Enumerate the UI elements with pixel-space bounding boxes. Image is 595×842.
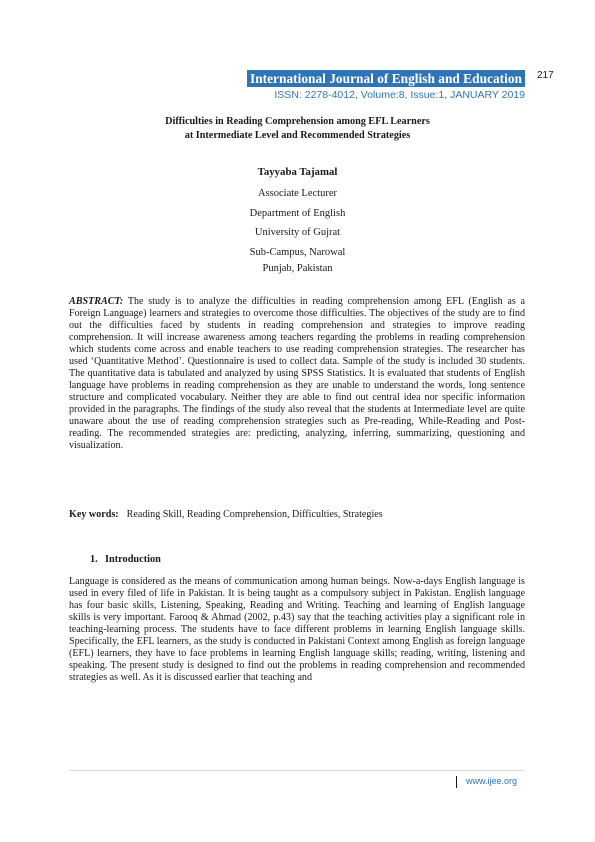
author-position: Associate Lecturer bbox=[257, 188, 337, 199]
paper-title-line-2: at Intermediate Level and Recommended Strategies bbox=[184, 130, 411, 141]
section-number: 1. bbox=[90, 554, 98, 565]
keywords-text: Reading Skill, Reading Comprehension, Difficulties, Strategies bbox=[126, 509, 383, 520]
section-heading-introduction bbox=[90, 554, 161, 565]
keywords-label: Key words: bbox=[69, 509, 119, 520]
paper-title bbox=[60, 115, 535, 143]
section-title: Introduction bbox=[105, 554, 161, 565]
keywords bbox=[69, 509, 525, 521]
author-university: University of Gujrat bbox=[254, 227, 341, 238]
page-number: 217 bbox=[537, 70, 554, 81]
footer-separator-bar bbox=[456, 776, 457, 788]
author-name: Tayyaba Tajamal bbox=[257, 166, 338, 178]
introduction-body: Language is considered as the means of communication among human beings. Now-a-days English language is used in every filed of life in Pakistan. It is being taught as a compulsory subject in Pakistan. English language has four basic skills, Listening, Speaking, Reading and Writing. Teaching and learning of English language skills is very important. Farooq & Ahmad (2002, p.43) say that the teaching activities play a significant role in teaching-learning process. The students have to face different problems in learning English language skills. Specifically, the EFL learners, as the study is conducted in Pakistani Context among English as foreign language (EFL) learners, they have to face problems in learning English language skills; reading, writing, listening and speaking. The present study is designed to find out the problems in reading comprehension and recommended strategies as well. As it is discussed earlier that teaching and bbox=[69, 576, 525, 684]
author-campus: Sub-Campus, Narowal bbox=[249, 246, 346, 258]
author-location: Punjab, Pakistan bbox=[262, 263, 333, 274]
footer-divider bbox=[69, 770, 525, 771]
journal-website-link[interactable]: www.ijee.org bbox=[466, 776, 518, 786]
paper-title-line-1: Difficulties in Reading Comprehension among EFL Learners bbox=[165, 116, 430, 127]
author-department: Department of English bbox=[249, 207, 346, 219]
issn-line: ISSN: 2278-4012, Volume:8, Issue:1, JANUARY 2019 bbox=[274, 89, 525, 101]
journal-title-banner: International Journal of English and Education bbox=[247, 70, 525, 87]
abstract bbox=[69, 296, 525, 452]
author-block bbox=[160, 166, 435, 275]
abstract-text: The study is to analyze the difficulties in reading comprehension among EFL (English as a Foreign Language) learners and strategies to overcome those difficulties. The objectives of the study are to find out the difficulties faced by students in reading comprehension and strategies to improve reading comprehension. It will increase awareness among teachers regarding the problems in reading comprehension which students come across and enable teachers to use reading comprehension strategies. The researcher has used ‘Quantitative Method’. Questionnaire is used to collect data. Sample of the study is included 30 students. The quantitative data is tabulated and analyzed by using SPSS Statistics. It is evaluated that students of English language have problems in reading comprehension as they are unable to understand the words, long sentence structure and complicated vocabulary. Neither they are able to find out central idea nor specific information provided in the paragraphs. The findings of the study also reveal that the students at Intermediate level are quite unaware about the use of reading comprehension strategies such as Pre-reading, While-Reading and Post-reading. The recommended strategies are: predicting, analyzing, inferring, summarizing, questioning and visualization. bbox=[69, 296, 526, 452]
abstract-label: ABSTRACT: bbox=[69, 296, 124, 307]
